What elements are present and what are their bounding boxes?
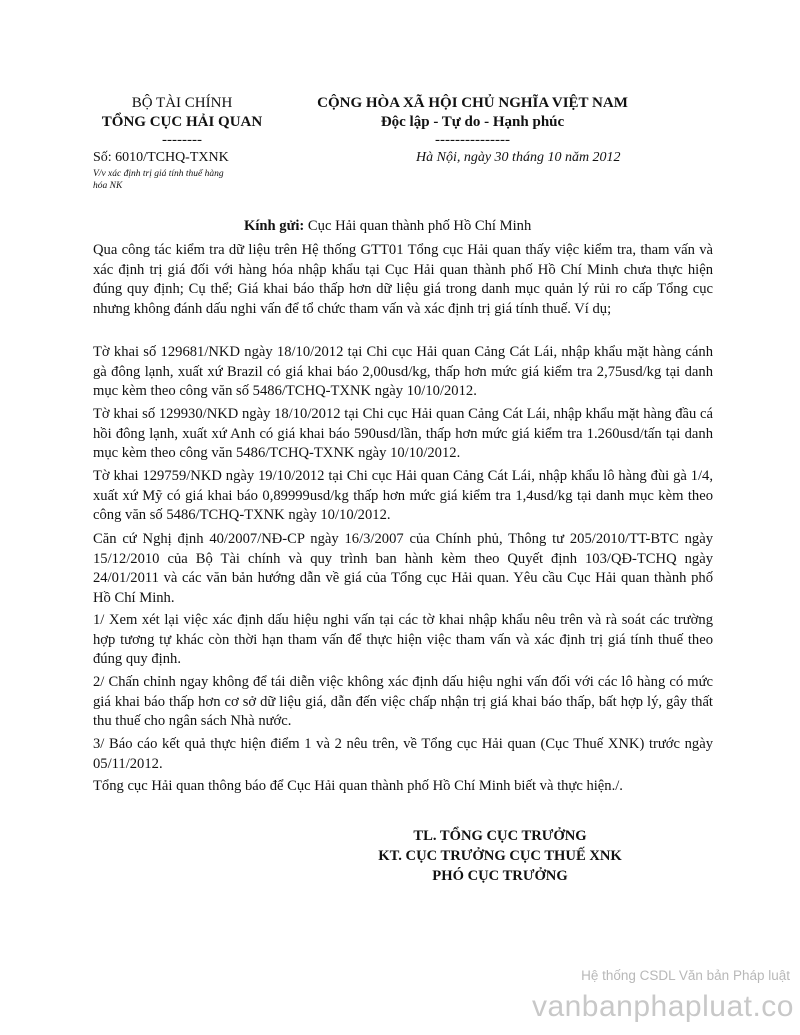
paragraph-example-1: Tờ khai số 129681/NKD ngày 18/10/2012 tại Chi cục Hải quan Cảng Cát Lái, nhập khẩu mặt hàng cánh gà đông lạnh, xuất xứ Brazil có giá khai báo 2,00usd/kg, thấp hơn mức giá kiểm tra 2,75usd/kg tại danh mục kèm theo công văn số 5486/TCHQ-TXNK ngày 10/10/2012. — [93, 344, 713, 399]
signature-line-1: TL. TỔNG CỤC TRƯỞNG — [413, 828, 587, 844]
paragraph-request-2: 2/ Chấn chỉnh ngay không để tái diễn việc không xác định dấu hiệu nghi vấn đối với các lô hàng có mức giá khai báo thấp hơn cơ sở dữ liệu giá, dẫn đến việc chấp nhận trị giá khai báo thấp, bất hợp lý, gây thất thu thuế cho ngân sách Nhà nước. — [93, 674, 713, 729]
paragraph-intro: Qua công tác kiểm tra dữ liệu trên Hệ thống GTT01 Tổng cục Hải quan thấy việc kiểm tra, tham vấn và xác định trị giá đối với hàng hóa nhập khẩu tại Cục Hải quan thành phố Hồ Chí Minh chưa thực hiện đúng quy định; Cụ thể; Giá khai báo thấp hơn dữ liệu giá trong danh mục quản lý rủi ro cấp Tổng cục nhưng không đánh dấu nghi vấn để tổ chức tham vấn và xác định trị giá tính thuế. Ví dụ; — [93, 242, 713, 317]
paragraph-closing: Tổng cục Hải quan thông báo để Cục Hải quan thành phố Hồ Chí Minh biết và thực hiện./. — [93, 778, 623, 794]
recipient-name: Cục Hải quan thành phố Hồ Chí Minh — [304, 218, 532, 234]
document-subject: V/v xác định trị giá tính thuế hàng hóa NK — [93, 169, 224, 191]
signature-line-2: KT. CỤC TRƯỞNG CỤC THUẾ XNK — [378, 848, 622, 864]
signature-line-3: PHÓ CỤC TRƯỞNG — [432, 868, 568, 884]
place-date: Hà Nội, ngày 30 tháng 10 năm 2012 — [416, 150, 621, 165]
country-block — [285, 94, 660, 148]
paragraph-request-1: 1/ Xem xét lại việc xác định dấu hiệu nghi vấn tại các tờ khai nhập khẩu nêu trên và rà soát các trường hợp tương tự khác còn thời hạn tham vấn để thực hiện việc tham vấn và xác định trị giá tính thuế theo đúng quy định. — [93, 612, 713, 667]
paragraph-legal-basis: Căn cứ Nghị định 40/2007/NĐ-CP ngày 16/3/2007 của Chính phủ, Thông tư 205/2010/TT-BTC ngày 15/12/2010 của Bộ Tài chính và quy trình ban hành kèm theo Quyết định 103/QĐ-TCHQ ngày 24/01/2011 và các văn bản hướng dẫn về giá của Tổng cục Hải quan. Yêu cầu Cục Hải quan thành phố Hồ Chí Minh. — [93, 531, 713, 606]
national-motto: Độc lập - Tự do - Hạnh phúc — [380, 114, 565, 130]
paragraph-example-2: Tờ khai số 129930/NKD ngày 18/10/2012 tại Chi cục Hải quan Cảng Cát Lái, nhập khẩu mặt hàng đầu cá hồi đông lạnh, xuất xứ Anh có giá khai báo 590usd/lần, thấp hơn mức giá kiểm tra 1.260usd/tấn tại danh mục kèm theo công văn 5486/TCHQ-TXNK ngày 10/10/2012. — [93, 406, 713, 461]
watermark-line-2: vanbanphapluat.co — [531, 990, 794, 1023]
ministry-name: BỘ TÀI CHÍNH — [131, 95, 233, 111]
country-name: CỘNG HÒA XÃ HỘI CHỦ NGHĨA VIỆT NAM — [317, 95, 628, 111]
watermark-line-1: Hệ thống CSDL Văn bản Pháp luật — [581, 968, 790, 983]
recipient-line — [244, 218, 531, 235]
header-left-rule: -------- — [162, 132, 202, 148]
header-right-rule: --------------- — [435, 132, 510, 148]
signature-block — [330, 826, 670, 886]
recipient-label: Kính gửi: — [244, 218, 305, 234]
issuer-block — [92, 94, 272, 148]
paragraph-request-3: 3/ Báo cáo kết quả thực hiện điểm 1 và 2 nêu trên, về Tổng cục Hải quan (Cục Thuế XNK) trước ngày 05/11/2012. — [93, 736, 713, 772]
document-number: Số: 6010/TCHQ-TXNK — [93, 150, 229, 165]
paragraph-example-3: Tờ khai 129759/NKD ngày 19/10/2012 tại Chi cục Hải quan Cảng Cát Lái, nhập khẩu lô hàng đùi gà 1/4, xuất xứ Mỹ có giá khai báo 0,89999usd/kg thấp hơn mức giá kiểm tra 1,4usd/kg tại danh mục kèm theo công văn số 5486/TCHQ-TXNK ngày 10/10/2012. — [93, 468, 713, 523]
department-name: TỔNG CỤC HẢI QUAN — [101, 114, 263, 130]
